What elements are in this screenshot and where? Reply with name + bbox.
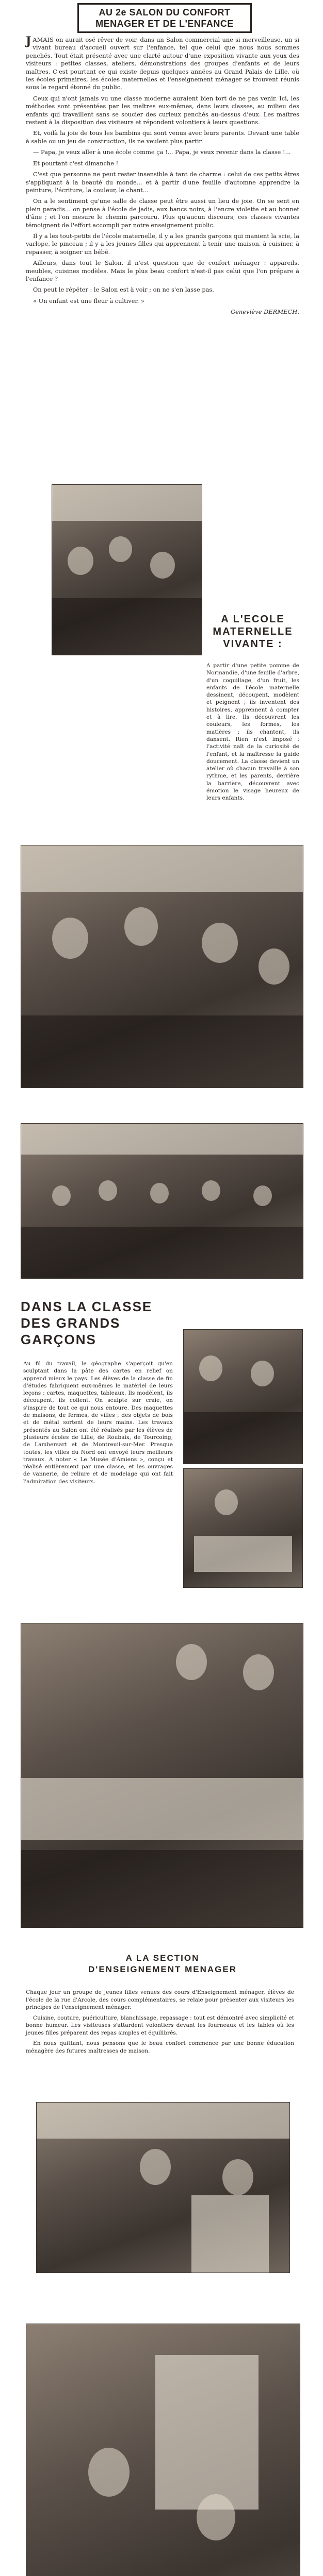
section-garcons-heading-line-1: DANS LA CLASSE xyxy=(21,1299,153,1314)
article-title-box xyxy=(77,3,252,33)
intro-paragraph-7: On a le sentiment qu'une salle de classe peut être aussi un lieu de joie. On se sent en plein paradis... on pense à l'école de jadis, aux bancs noirs, à l'encre violette et au bonnet d'âne ; et l'on mesure le chemin parcouru. Plus qu'aucun discours, ces classes vivantes témoignent de l'effort accompli par notre enseignement public. xyxy=(26,197,299,229)
section-maternelle-heading-line-3: VIVANTE : xyxy=(223,638,283,650)
photo-grands-garcons-classroom xyxy=(21,1123,303,1279)
section-menager-paragraph-2: Cuisine, couture, puériculture, blanchissage, repassage : tout est démontré avec simplicité et bonne humeur. Les visiteuses s'attardent volontiers devant les fourneaux et les tables où les jeunes filles préparent des repas simples et équilibrés. xyxy=(26,2014,294,2036)
photo-menager-kitchen xyxy=(36,2102,290,2273)
photo-grands-garcons-maps xyxy=(183,1468,303,1588)
section-maternelle-paragraph: A partir d'une petite pomme de Normandie, d'une feuille d'arbre, d'un coquillage, d'un fruit, les enfants de l'école maternelle dessinent, découpent, modèlent et peignent ; ils inventent des histoires, apprennent à compter et à lire. Ils découvrent les couleurs, les formes, les matières ; ils chantent, ils dansent. Rien n'est imposé : l'activité naît de la curiosité de l'enfant, et la maîtresse la guide doucement. La classe devient un atelier où chacun travaille à son rythme, et les parents, derrière la barrière, découvrent avec émotion le visage heureux de leurs enfants. xyxy=(206,663,299,802)
section-menager-paragraph-1: Chaque jour un groupe de jeunes filles venues des cours d'Enseignement ménager, élèves de l'école de la rue d'Arcole, des cours complémentaires, se relaie pour présenter aux visiteurs les principes de l'enseignement ménager. xyxy=(26,1989,294,2010)
intro-paragraph-11: « Un enfant est une fleur à cultiver. » xyxy=(33,297,144,304)
intro-paragraph-2: Ceux qui n'ont jamais vu une classe moderne auraient bien tort de ne pas venir. Ici, les méthodes sont présentées par les maîtres eux-mêmes, dans leurs classes, au milieu des enfants qui travaillent sans se soucier des curieux penchés au-dessus d'eux. Les maîtres restent à la disposition des visiteurs et répondent volontiers à leurs questions. xyxy=(26,94,299,126)
title-line-2: MENAGER ET DE L'ENFANCE xyxy=(95,19,234,29)
title-line-1: AU 2e SALON DU CONFORT xyxy=(99,7,231,18)
intro-paragraph-8: Il y a les tout-petits de l'école maternelle, il y a les grands garçons qui manient la scie, la varlope, le pinceau ; il y a les jeunes filles qui apprennent à tenir une maison, à cuisiner, à repasser, à soigner un bébé. xyxy=(26,232,299,256)
section-maternelle-heading-line-1: A L'ECOLE xyxy=(221,614,285,625)
author-signature: Geneviève DERMECH. xyxy=(230,308,299,316)
photo-grands-garcons-model xyxy=(21,1623,303,1928)
intro-paragraph-4: — Papa, je veux aller à une école comme ça !... Papa, je veux revenir dans la classe !... xyxy=(33,148,291,156)
section-menager-heading-line-1: A LA SECTION xyxy=(125,1953,200,1963)
photo-maternelle-classroom xyxy=(52,484,202,655)
photo-menager-poster xyxy=(26,2324,300,2576)
section-garcons-text xyxy=(23,1360,173,1485)
section-menager-text xyxy=(26,1989,294,2058)
intro-paragraph-9: Ailleurs, dans tout le Salon, il n'est question que de confort ménager : appareils, meubles, cuisines modèles. Mais le plus beau confort n'est-il pas celui que l'on prépare à l'enfance ? xyxy=(26,259,299,282)
section-menager-heading xyxy=(72,1953,253,1975)
intro-paragraph-1-text: AMAIS on aurait osé rêver de voir, dans un Salon commercial une si merveilleuse, un si vivant bureau d'accueil ouvert sur l'enfance, tel que celui que nous nous sommes penchés. Tout était présenté avec une clarté autour d'une exposition vivante aux yeux des visiteurs : petites classes, ateliers, démonstrations des groupes d'enfants et de leurs maîtres. C'est pourtant ce qui existe depuis quelques années au Grand Palais de Lille, où les écoles primaires, les écoles maternelles et l'enseignement ménager se trouvent réunis sous le regard étonné du public. xyxy=(26,36,299,91)
section-garcons-heading xyxy=(21,1298,175,1348)
section-menager-heading-line-2: D'ENSEIGNEMENT MENAGER xyxy=(88,1964,237,1974)
intro-paragraph-6: C'est que personne ne peut rester insensible à tant de charme : celui de ces petits êtres s'appliquant à la beauté du monde... et à partir d'une feuille d'automne apprendre la peinture, l'écriture, la couleur, le chant... xyxy=(26,171,299,194)
photo-maternelle-children-table xyxy=(21,845,303,1088)
section-garcons-heading-line-2: DES GRANDS xyxy=(21,1315,121,1331)
intro-paragraph-1 xyxy=(26,36,299,92)
dropcap-letter: J xyxy=(26,35,31,48)
intro-paragraph-10: On peut le répéter : le Salon est à voir ; on ne s'en lasse pas. xyxy=(33,286,214,294)
section-menager-paragraph-3: En nous quittant, nous pensons que le beau confort commence par une bonne éducation ménagère des futures maîtresses de maison. xyxy=(26,2040,294,2054)
intro-paragraph-3: Et, voilà la joie de tous les bambins qui sont venus avec leurs parents. Devant une table à sable ou un jeu de construction, ils ne veulent plus partir. xyxy=(26,129,299,145)
section-garcons-heading-line-3: GARÇONS xyxy=(21,1332,96,1347)
section-maternelle-heading-line-2: MATERNELLE xyxy=(213,626,293,637)
section-maternelle-text xyxy=(206,662,299,802)
intro-paragraph-5: Et pourtant c'est dimanche ! xyxy=(33,159,119,167)
intro-article-text xyxy=(26,36,299,316)
photo-grands-garcons-work xyxy=(183,1329,303,1464)
section-garcons-paragraph: Au fil du travail, le géographe s'aperçoit qu'en sculptant dans la pâte des cartes en relief on apprend mieux le pays. Les élèves de la classe de fin d'études fabriquent eux-mêmes le matériel de leurs leçons : cartes, maquettes, tableaux. Ils modèlent, ils découpent, ils collent. On sculpte sur craie, on s'inspire de tout ce qui nous entoure. Des maquettes de maisons, de fermes, de villes ; des objets de bois et de métal sortent de leurs mains. Les travaux présentés au Salon ont été réalisés par les élèves de plusieurs écoles de Lille, de Roubaix, de Tourcoing, de Lambersart et de Montreuil-sur-Mer. Presque toutes, les villes du Nord ont envoyé leurs meilleurs travaux. A noter « Le Musée d'Amiens », conçu et réalisé entièrement par une classe, et les ouvrages de vannerie, de reliure et de modelage qui ont fait l'admiration des visiteurs. xyxy=(23,1361,173,1485)
section-maternelle-heading xyxy=(204,613,302,650)
